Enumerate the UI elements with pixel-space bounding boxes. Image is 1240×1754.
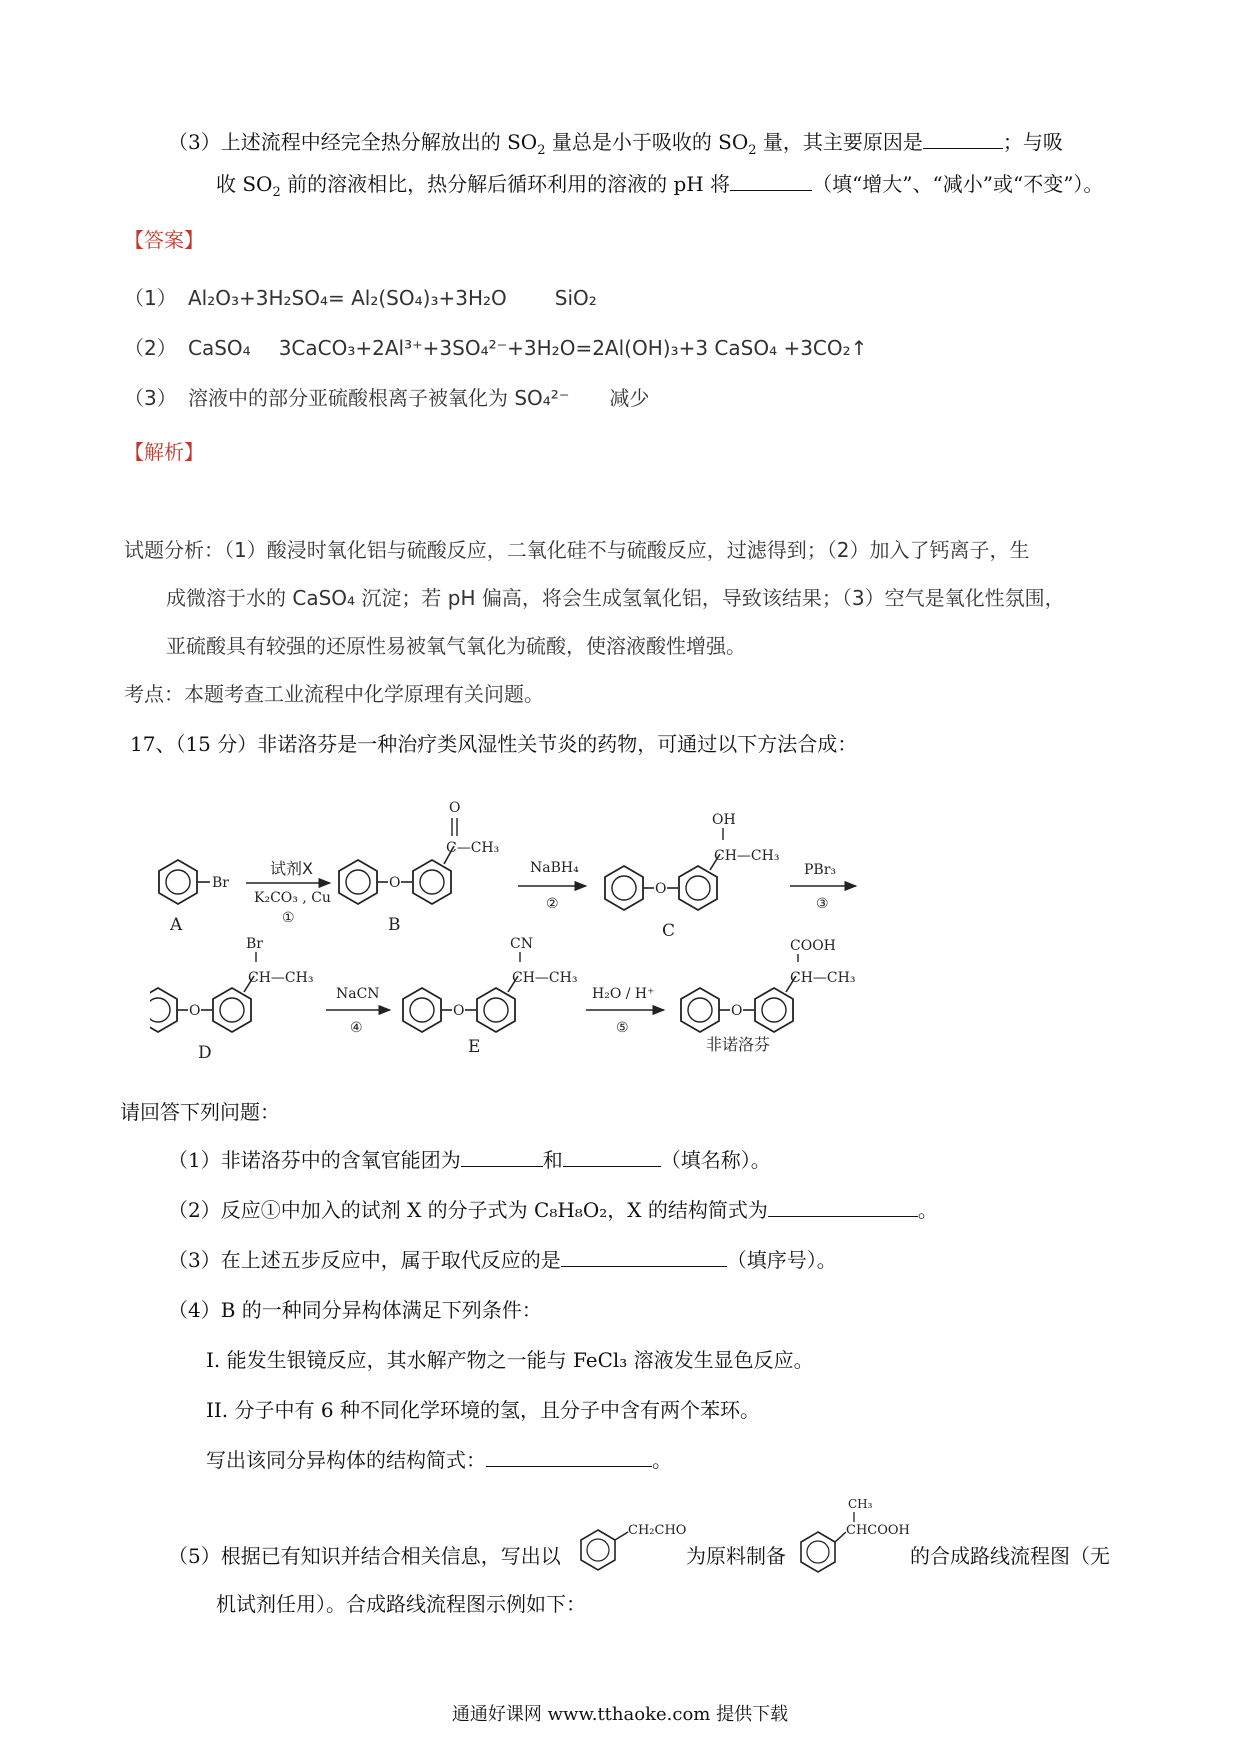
answer-blank xyxy=(461,1146,543,1167)
svg-text:O: O xyxy=(655,881,667,897)
svg-text:O: O xyxy=(731,1003,743,1019)
svg-text:D: D xyxy=(198,1043,212,1063)
svg-text:①: ① xyxy=(282,910,295,926)
q17-part4-cond2: II. 分子中有 6 种不同化学环境的氢，且分子中含有两个苯环。 xyxy=(206,1398,760,1422)
answer-blank xyxy=(768,1196,918,1217)
svg-text:CH₂CHO: CH₂CHO xyxy=(628,1523,687,1538)
svg-text:CHCOOH: CHCOOH xyxy=(846,1523,910,1538)
q17-part5-c: 的合成路线流程图（无 xyxy=(910,1544,1110,1568)
reaction-arrow-5 xyxy=(586,986,664,1036)
q16-part3-line2: 收 $SO_2$ 前的溶液相比，热分解后循环利用的溶液的 pH 将 （填“增大”、“减小”或“不变”）。 xyxy=(216,172,1104,200)
svg-text:CH—CH₃: CH—CH₃ xyxy=(714,848,780,864)
analysis-label: 【解析】 xyxy=(124,440,204,464)
compound-c xyxy=(605,812,779,941)
compound-e xyxy=(403,936,577,1057)
phenylacetaldehyde-structure xyxy=(578,1502,688,1582)
svg-text:PBr₃: PBr₃ xyxy=(804,862,837,878)
q17-part5-a: （5）根据已有知识并结合相关信息，写出以 xyxy=(168,1544,561,1568)
answer-blank xyxy=(563,1146,661,1167)
svg-text:③: ③ xyxy=(816,896,829,912)
svg-text:A: A xyxy=(170,915,183,935)
svg-text:⑤: ⑤ xyxy=(616,1020,629,1036)
compound-d xyxy=(150,936,313,1063)
svg-text:Br: Br xyxy=(212,875,229,891)
svg-text:O: O xyxy=(453,1003,465,1019)
svg-text:试剂X: 试剂X xyxy=(270,859,313,878)
page-footer: 通通好课网 www.tthaoke.com 提供下载 xyxy=(451,1704,789,1725)
svg-text:CH₃: CH₃ xyxy=(848,1497,873,1511)
svg-text:C—CH₃: C—CH₃ xyxy=(446,840,500,856)
svg-text:B: B xyxy=(388,915,401,935)
q17-part3: （3）在上述五步反应中，属于取代反应的是 （填序号）。 xyxy=(168,1248,837,1272)
q17-part4-cond1: I. 能发生银镜反应，其水解产物之一能与 FeCl₃ 溶液发生显色反应。 xyxy=(206,1348,814,1372)
answer-row-1: （1） Al₂O₃+3H₂SO₄= Al₂(SO₄)₃+3H₂O SiO₂ xyxy=(124,286,597,310)
svg-text:Br: Br xyxy=(246,936,263,952)
svg-text:NaBH₄: NaBH₄ xyxy=(530,860,579,876)
svg-text:OH: OH xyxy=(712,812,736,828)
compound-a xyxy=(159,860,229,935)
answer-row-3: （3） 溶液中的部分亚硫酸根离子被氧化为 SO₄²⁻ 减少 xyxy=(124,386,650,410)
svg-text:NaCN: NaCN xyxy=(336,986,380,1002)
svg-text:K₂CO₃ , Cu: K₂CO₃ , Cu xyxy=(254,890,331,906)
answer-blank xyxy=(561,1246,727,1267)
q17-part5-d: 机试剂任用）。合成路线流程图示例如下： xyxy=(216,1592,586,1616)
svg-text:C: C xyxy=(662,921,676,941)
svg-text:CN: CN xyxy=(510,936,533,952)
svg-text:E: E xyxy=(468,1037,481,1057)
reaction-arrow-4 xyxy=(326,986,390,1036)
compound-fenoprofen xyxy=(681,938,855,1054)
q17-part5-b: 为原料制备 xyxy=(686,1544,786,1568)
svg-text:②: ② xyxy=(546,896,559,912)
q16-part3-line1: （3）上述流程中经完全热分解放出的 $SO_2$ 量总是小于吸收的 $SO_2$ 量，其主要原因是 ；与吸 xyxy=(168,130,1063,158)
answer-label: 【答案】 xyxy=(124,228,204,252)
svg-text:COOH: COOH xyxy=(790,938,836,954)
q17-part4-write: 写出该同分异构体的结构简式： 。 xyxy=(206,1448,672,1472)
q17-part4: （4）B 的一种同分异构体满足下列条件： xyxy=(168,1298,542,1322)
svg-text:CH—CH₃: CH—CH₃ xyxy=(248,970,314,986)
reaction-arrow-3 xyxy=(790,862,856,912)
svg-text:④: ④ xyxy=(350,1020,363,1036)
svg-text:CH—CH₃: CH—CH₃ xyxy=(512,970,578,986)
svg-text:H₂O / H⁺: H₂O / H⁺ xyxy=(592,986,655,1002)
q17-part1: （1）非诺洛芬中的含氧官能团为 和 （填名称）。 xyxy=(168,1148,771,1172)
reaction-arrow-1 xyxy=(246,859,331,926)
reaction-scheme xyxy=(150,770,980,1070)
svg-text:CH—CH₃: CH—CH₃ xyxy=(790,970,856,986)
analysis-line-3: 亚硫酸具有较强的还原性易被氧气氧化为硫酸，使溶液酸性增强。 xyxy=(166,634,746,658)
compound-b xyxy=(339,800,499,935)
svg-text:非诺洛芬: 非诺洛芬 xyxy=(706,1035,771,1054)
target-acid-structure xyxy=(796,1494,916,1584)
answer-blank xyxy=(486,1446,652,1467)
svg-text:O: O xyxy=(389,875,401,891)
analysis-line-1: 试题分析：（1）酸浸时氧化铝与硫酸反应，二氧化硅不与硫酸反应，过滤得到；（2）加入了钙离子，生 xyxy=(124,538,1030,562)
answer-blank xyxy=(730,170,812,191)
q17-prompt: 请回答下列问题： xyxy=(120,1100,280,1124)
svg-text:O: O xyxy=(189,1003,201,1019)
svg-text:O: O xyxy=(449,800,461,816)
answer-row-2: （2） CaSO₄ 3CaCO₃+2Al³⁺+3SO₄²⁻+3H₂O=2Al(OH)₃+3 CaSO₄ +3CO₂↑ xyxy=(124,336,868,360)
analysis-line-2: 成微溶于水的 CaSO₄ 沉淀；若 pH 偏高，将会生成氢氧化铝，导致该结果；（3）空气是氧化性氛围， xyxy=(166,586,1065,610)
q17-title: 17、（15 分）非诺洛芬是一种治疗类风湿性关节炎的药物，可通过以下方法合成： xyxy=(130,732,858,756)
answer-blank xyxy=(923,128,1003,149)
q17-part2: （2）反应①中加入的试剂 X 的分子式为 C₈H₈O₂，X 的结构简式为 。 xyxy=(168,1198,938,1222)
reaction-arrow-2 xyxy=(518,860,586,912)
kaodian: 考点：本题考查工业流程中化学原理有关问题。 xyxy=(124,682,544,706)
